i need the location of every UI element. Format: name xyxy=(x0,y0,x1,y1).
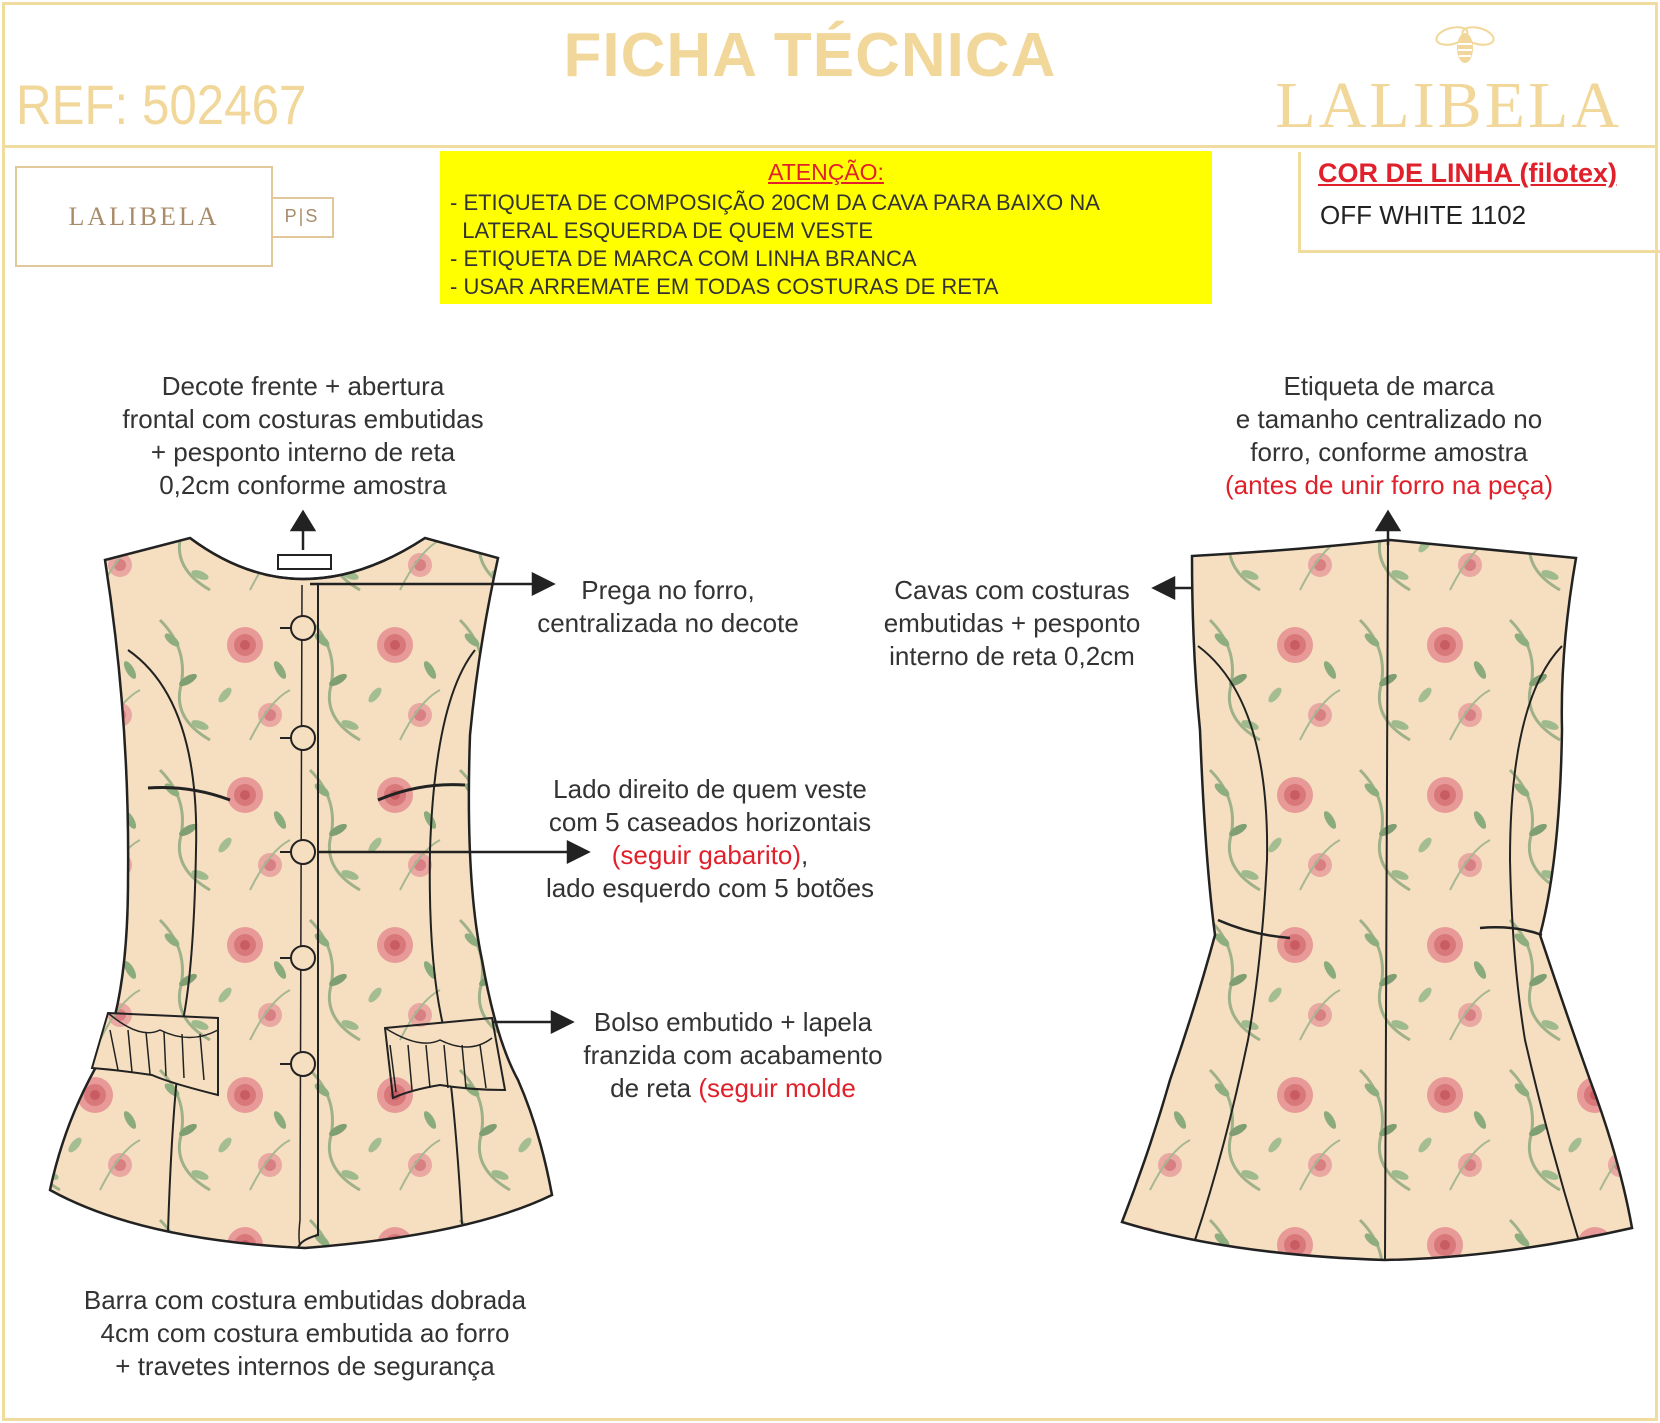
note-front-neckline xyxy=(95,370,511,502)
note-line: Cavas com costuras xyxy=(894,575,1130,605)
note-highlight: (antes de unir forro na peça) xyxy=(1224,470,1554,500)
note-highlight: (seguir gabarito) xyxy=(611,840,802,870)
note-line: Decote frente + abertura xyxy=(161,371,445,401)
button xyxy=(291,1052,315,1076)
attention-title: ATENÇÃO: xyxy=(768,159,884,185)
thread-color-value: OFF WHITE 1102 xyxy=(1320,200,1527,230)
note-line: Bolso embutido + lapela xyxy=(593,1007,873,1037)
note-line xyxy=(560,1072,906,1105)
note-line: frontal com costuras embutidas xyxy=(122,404,484,434)
note-line: Barra com costura embutidas dobrada xyxy=(83,1285,527,1315)
note-text: , xyxy=(801,840,809,870)
page-title: FICHA TÉCNICA xyxy=(563,21,1057,90)
note-line: e tamanho centralizado no xyxy=(1235,404,1543,434)
note-line: com 5 caseados horizontais xyxy=(548,807,872,837)
note-armholes xyxy=(866,574,1158,673)
note-hem xyxy=(40,1284,570,1383)
note-highlight: (seguir molde xyxy=(698,1073,856,1103)
button xyxy=(291,946,315,970)
brand-label-marker xyxy=(278,555,331,569)
back-body xyxy=(1122,540,1632,1260)
note-pocket xyxy=(560,1006,906,1105)
button xyxy=(291,726,315,750)
note-buttonholes xyxy=(520,773,900,905)
note-line: Prega no forro, xyxy=(581,575,755,605)
note-line xyxy=(520,839,900,872)
note-line: + travetes internos de segurança xyxy=(115,1351,495,1381)
note-line: centralizada no decote xyxy=(537,608,799,638)
right-pocket-flap xyxy=(385,1018,505,1098)
note-line: interno de reta 0,2cm xyxy=(889,641,1135,671)
attention-line: - ETIQUETA DE COMPOSIÇÃO 20CM DA CAVA PARA BAIXO NA xyxy=(450,190,1100,215)
size-label-text: P|S xyxy=(284,206,320,226)
note-line: franzida com acabamento xyxy=(583,1040,883,1070)
note-line: Lado direito de quem veste xyxy=(553,774,867,804)
reference-code: REF: 502467 xyxy=(16,73,307,136)
note-line: forro, conforme amostra xyxy=(1250,437,1528,467)
note-line: 0,2cm conforme amostra xyxy=(159,470,447,500)
thread-color-title: COR DE LINHA (filotex) xyxy=(1318,158,1617,188)
note-text: de reta xyxy=(610,1073,699,1103)
brand-logo: LALIBELA xyxy=(1275,69,1622,142)
attention-line: - ETIQUETA DE MARCA COM LINHA BRANCA xyxy=(450,246,917,271)
attention-line: - USAR ARREMATE EM TODAS COSTURAS DE RETA xyxy=(450,274,999,299)
note-line: 4cm com costura embutida ao forro xyxy=(100,1318,510,1348)
note-line: embutidas + pesponto xyxy=(883,608,1141,638)
note-line: + pesponto interno de reta xyxy=(150,437,456,467)
note-back-label xyxy=(1190,370,1588,502)
note-line: lado esquerdo com 5 botões xyxy=(545,873,875,903)
button xyxy=(291,840,315,864)
label-brand-text: LALIBELA xyxy=(68,202,220,231)
back-garment xyxy=(1122,540,1632,1260)
button xyxy=(291,616,315,640)
attention-line: LATERAL ESQUERDA DE QUEM VESTE xyxy=(450,218,873,243)
front-garment xyxy=(50,538,552,1248)
note-line: Etiqueta de marca xyxy=(1283,371,1495,401)
note-lining-pleat xyxy=(520,574,816,640)
